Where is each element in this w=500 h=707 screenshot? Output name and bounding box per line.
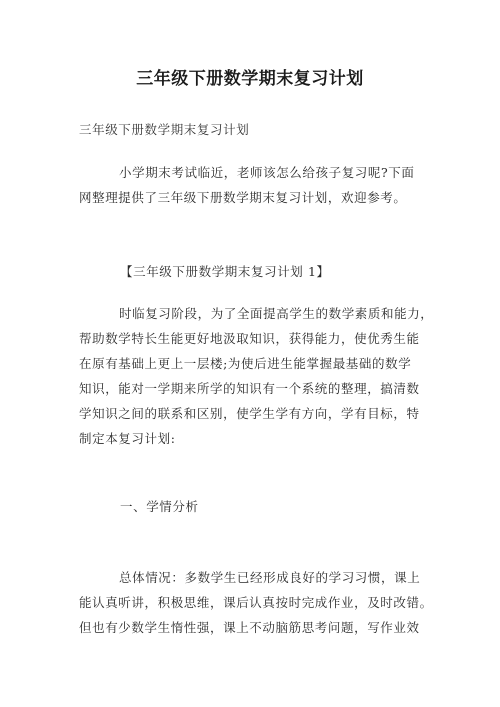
intro-paragraph bbox=[79, 160, 439, 210]
body-paragraph bbox=[79, 301, 439, 451]
analysis-line: 总体情况：多数学生已经形成良好的学习习惯，课上 bbox=[119, 570, 421, 585]
body-line: 在原有基础上更上一层楼;为使后进生能掌握最基础的数学 bbox=[79, 356, 412, 371]
body-line: 知识，能对一学期来所学的知识有一个系统的整理，搞清数 bbox=[79, 381, 420, 396]
document-title: 三年级下册数学期末复习计划 bbox=[136, 69, 364, 89]
document-subtitle: 三年级下册数学期末复习计划 bbox=[79, 122, 250, 137]
analysis-paragraph bbox=[79, 565, 439, 640]
intro-line: 小学期末考试临近，老师该怎么给孩子复习呢?下面 bbox=[119, 165, 415, 180]
body-line: 时临复习阶段，为了全面提高学生的数学素质和能力， bbox=[119, 306, 434, 321]
analysis-line: 能认真听讲，积极思维，课后认真按时完成作业，及时改错。 bbox=[79, 595, 433, 610]
section-heading: 一、学情分析 bbox=[120, 499, 199, 514]
intro-line: 网整理提供了三年级下册数学期末复习计划，欢迎参考。 bbox=[79, 190, 407, 205]
body-line: 帮助数学特长生能更好地汲取知识，获得能力，使优秀生能 bbox=[79, 331, 420, 346]
body-line: 制定本复习计划: bbox=[79, 431, 176, 446]
plan-heading: 【三年级下册数学期末复习计划 1】 bbox=[120, 264, 330, 279]
analysis-line: 但也有少数学生惰性强，课上不动脑筋思考问题，写作业效 bbox=[79, 620, 420, 635]
body-line: 学知识之间的联系和区别，使学生学有方向，学有目标，特 bbox=[79, 406, 420, 421]
